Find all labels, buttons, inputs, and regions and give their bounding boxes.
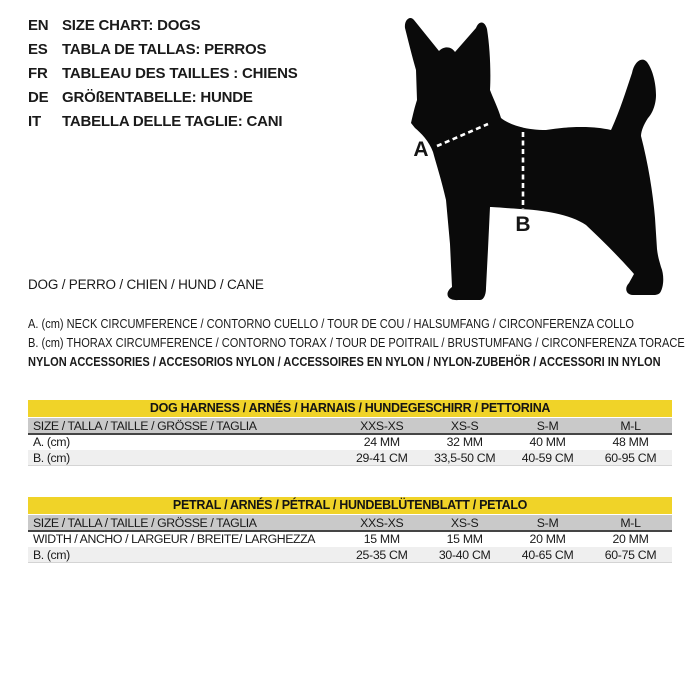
value-cell: 40-59 CM [521, 451, 574, 465]
harness-size-table [28, 400, 672, 466]
measure-point-b-label: B [515, 213, 531, 236]
value-cell: 29-41 CM [355, 451, 408, 465]
language-code: DE [28, 88, 49, 106]
value-cell: 24 MM [363, 435, 400, 449]
row-label: B. (cm) [33, 548, 70, 562]
value-cell: 20 MM [529, 532, 566, 546]
value-cell: 20 MM [612, 532, 649, 546]
harness-thorax-row [28, 450, 672, 466]
language-row-it [28, 109, 298, 133]
language-row-de [28, 85, 298, 109]
size-value-xxs-xs: XXS-XS [360, 516, 404, 530]
language-row-es [28, 37, 298, 61]
language-title: TABLA DE TALLAS: PERROS [62, 40, 267, 58]
value-cell: 15 MM [446, 532, 483, 546]
measure-point-a-label: A [413, 138, 429, 161]
material-note [28, 352, 700, 371]
language-code: FR [28, 64, 48, 82]
size-value-m-l: M-L [620, 419, 641, 433]
size-value-m-l: M-L [620, 516, 641, 530]
measure-notes [28, 314, 700, 371]
language-title: SIZE CHART: DOGS [62, 16, 201, 34]
petral-width-row [28, 532, 672, 547]
neck-measure-note [28, 314, 700, 333]
dog-measurement-diagram [390, 4, 690, 304]
value-cell: 60-75 CM [604, 548, 657, 562]
harness-table-title: DOG HARNESS / ARNÉS / HARNAIS / HUNDEGESCHIRR / PETTORINA [28, 400, 672, 417]
size-row-label: SIZE / TALLA / TAILLE / GRÖSSE / TAGLIA [33, 419, 257, 433]
value-cell: 32 MM [446, 435, 483, 449]
language-code: IT [28, 112, 41, 130]
value-cell: 48 MM [612, 435, 649, 449]
petral-table-title: PETRAL / ARNÉS / PÉTRAL / HUNDEBLÜTENBLATT / PETALO [28, 497, 672, 514]
petral-size-header-row [28, 515, 672, 532]
neck-measure-note-text: A. (cm) NECK CIRCUMFERENCE / CONTORNO CUELLO / TOUR DE COU / HALSUMFANG / CIRCONFERENZA COLLO [28, 316, 634, 331]
harness-size-header-row [28, 418, 672, 435]
language-title-list [28, 13, 298, 133]
value-cell: 33,5-50 CM [434, 451, 496, 465]
language-code: ES [28, 40, 48, 58]
size-value-xs-s: XS-S [450, 419, 479, 433]
language-title: TABELLA DELLE TAGLIE: CANI [62, 112, 283, 130]
language-row-en [28, 13, 298, 37]
row-label: A. (cm) [33, 435, 70, 449]
value-cell: 15 MM [363, 532, 400, 546]
language-title: TABLEAU DES TAILLES : CHIENS [62, 64, 298, 82]
value-cell: 60-95 CM [604, 451, 657, 465]
value-cell: 30-40 CM [438, 548, 491, 562]
material-note-text: NYLON ACCESSORIES / ACCESORIOS NYLON / ACCESSOIRES EN NYLON / NYLON-ZUBEHÖR / ACCESSORI IN NYLON [28, 354, 661, 369]
value-cell: 25-35 CM [355, 548, 408, 562]
row-label: B. (cm) [33, 451, 70, 465]
language-code: EN [28, 16, 49, 34]
row-label: WIDTH / ANCHO / LARGEUR / BREITE/ LARGHEZZA [33, 532, 316, 546]
size-value-xxs-xs: XXS-XS [360, 419, 404, 433]
thorax-measure-note-text: B. (cm) THORAX CIRCUMFERENCE / CONTORNO TORAX / TOUR DE POITRAIL / BRUSTUMFANG / CIRCONFERENZA TORACE [28, 335, 685, 350]
value-cell: 40-65 CM [521, 548, 574, 562]
size-value-s-m: S-M [536, 516, 559, 530]
value-cell: 40 MM [529, 435, 566, 449]
petral-size-table [28, 497, 672, 563]
dog-silhouette [405, 18, 663, 300]
size-value-s-m: S-M [536, 419, 559, 433]
size-row-label: SIZE / TALLA / TAILLE / GRÖSSE / TAGLIA [33, 516, 257, 530]
dog-caption: DOG / PERRO / CHIEN / HUND / CANE [28, 277, 264, 292]
language-row-fr [28, 61, 298, 85]
size-value-xs-s: XS-S [450, 516, 479, 530]
language-title: GRÖßENTABELLE: HUNDE [62, 88, 253, 106]
harness-neck-row [28, 435, 672, 450]
petral-thorax-row [28, 547, 672, 563]
thorax-measure-note [28, 333, 700, 352]
